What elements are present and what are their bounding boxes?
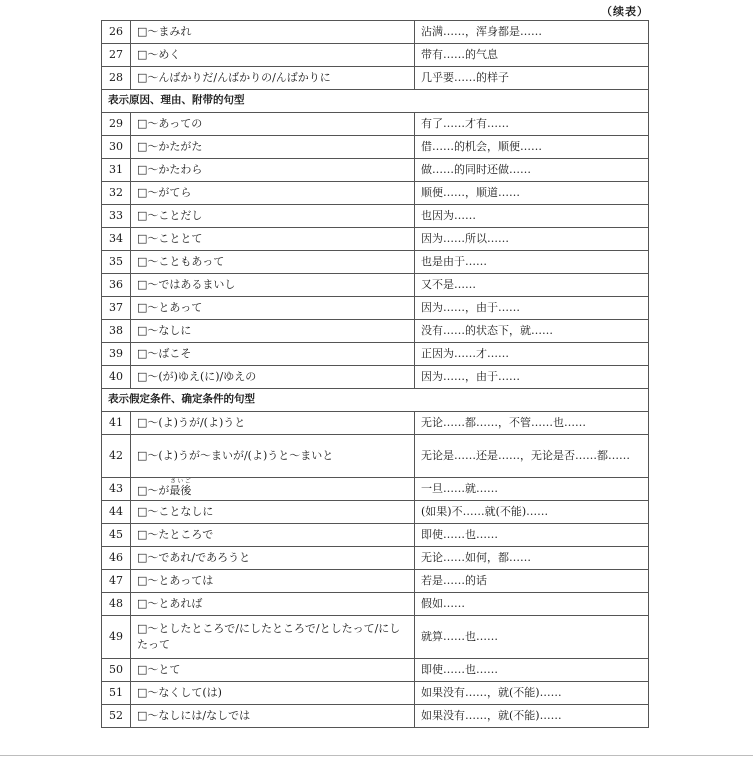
row-number: 27 [102,44,131,67]
row-number: 43 [102,478,131,501]
section-header-row [102,90,649,113]
chinese-meaning: 无论……如何，都…… [415,547,649,570]
table-row [102,205,649,228]
section-header-row [102,389,649,412]
table-body [102,21,649,728]
grammar-pattern: □～かたがた [131,136,415,159]
grammar-pattern: □～なしに [131,320,415,343]
grammar-pattern: □～なくして(は) [131,682,415,705]
chinese-meaning: (如果)不……就(不能)…… [415,501,649,524]
chinese-meaning: 因为……，由于…… [415,366,649,389]
table-row [102,570,649,593]
row-number: 50 [102,659,131,682]
grammar-pattern: □～あっての [131,113,415,136]
chinese-meaning: 因为……所以…… [415,228,649,251]
table-row [102,412,649,435]
row-number: 45 [102,524,131,547]
table-row [102,274,649,297]
table-row [102,159,649,182]
table-row [102,136,649,159]
grammar-pattern [131,478,415,501]
grammar-pattern: □～かたわら [131,159,415,182]
row-number: 26 [102,21,131,44]
chinese-meaning: 也因为…… [415,205,649,228]
chinese-meaning: 正因为……才…… [415,343,649,366]
chinese-meaning: 又不是…… [415,274,649,297]
row-number: 39 [102,343,131,366]
table-row [102,320,649,343]
row-number: 42 [102,435,131,478]
row-number: 34 [102,228,131,251]
table-row [102,21,649,44]
table-row [102,547,649,570]
row-number: 52 [102,705,131,728]
row-number: 32 [102,182,131,205]
chinese-meaning: 有了……才有…… [415,113,649,136]
grammar-pattern: □～としたところで/にしたところで/としたって/にしたって [131,616,415,659]
grammar-pattern: □～ばこそ [131,343,415,366]
chinese-meaning: 如果没有……，就(不能)…… [415,682,649,705]
grammar-pattern: □～ことなしに [131,501,415,524]
table-row [102,366,649,389]
grammar-pattern: □～とあっては [131,570,415,593]
table-row [102,616,649,659]
grammar-pattern: □～(よ)うが～まいが/(よ)うと～まいと [131,435,415,478]
table-row [102,593,649,616]
table-row [102,682,649,705]
row-number: 35 [102,251,131,274]
row-number: 44 [102,501,131,524]
furigana-reading: さいご [169,478,192,486]
chinese-meaning: 即使……也…… [415,524,649,547]
row-number: 29 [102,113,131,136]
grammar-pattern: □～こともあって [131,251,415,274]
grammar-pattern: □～まみれ [131,21,415,44]
chinese-meaning: 一旦……就…… [415,478,649,501]
row-number: 37 [102,297,131,320]
chinese-meaning: 带有……的气息 [415,44,649,67]
chinese-meaning: 做……的同时还做…… [415,159,649,182]
grammar-pattern: □～とて [131,659,415,682]
grammar-pattern: □～とあって [131,297,415,320]
grammar-pattern: □～めく [131,44,415,67]
chinese-meaning: 假如…… [415,593,649,616]
table-row [102,435,649,478]
table-row [102,524,649,547]
row-number: 30 [102,136,131,159]
section-title: 表示假定条件、确定条件的句型 [102,389,649,412]
kanji-text: 最後 [169,484,192,498]
chinese-meaning: 就算……也…… [415,616,649,659]
grammar-pattern: □～(が)ゆえ(に)/ゆえの [131,366,415,389]
chinese-meaning: 无论是……还是……，无论是否……都…… [415,435,649,478]
page-bottom-rule [0,755,753,756]
table-row [102,297,649,320]
table-row [102,659,649,682]
grammar-pattern: □～なしには/なしでは [131,705,415,728]
row-number: 47 [102,570,131,593]
row-number: 33 [102,205,131,228]
table-row [102,343,649,366]
chinese-meaning: 也是由于…… [415,251,649,274]
grammar-pattern: □～であれ/であろうと [131,547,415,570]
continued-label: （续表） [601,5,649,18]
grammar-pattern: □～ではあるまいし [131,274,415,297]
chinese-meaning: 无论……都……，不管……也…… [415,412,649,435]
pattern-prefix: □～が [137,484,170,498]
row-number: 48 [102,593,131,616]
table-row [102,44,649,67]
row-number: 28 [102,67,131,90]
chinese-meaning: 因为……，由于…… [415,297,649,320]
table-row [102,501,649,524]
row-number: 38 [102,320,131,343]
chinese-meaning: 借……的机会，顺便…… [415,136,649,159]
row-number: 51 [102,682,131,705]
grammar-pattern-table [101,20,649,728]
row-number: 46 [102,547,131,570]
section-title: 表示原因、理由、附带的句型 [102,90,649,113]
table-row [102,67,649,90]
grammar-pattern: □～たところで [131,524,415,547]
row-number: 40 [102,366,131,389]
row-number: 31 [102,159,131,182]
chinese-meaning: 即使……也…… [415,659,649,682]
grammar-pattern: □～こととて [131,228,415,251]
chinese-meaning: 如果没有……，就(不能)…… [415,705,649,728]
grammar-pattern: □～ことだし [131,205,415,228]
table-row [102,228,649,251]
table-row [102,478,649,501]
table-row [102,251,649,274]
grammar-pattern: □～(よ)うが/(よ)うと [131,412,415,435]
chinese-meaning: 没有……的状态下，就…… [415,320,649,343]
chinese-meaning: 几乎要……的样子 [415,67,649,90]
table-row [102,182,649,205]
chinese-meaning: 顺便……，顺道…… [415,182,649,205]
furigana-word [169,478,192,498]
row-number: 36 [102,274,131,297]
chinese-meaning: 沾满……，浑身都是…… [415,21,649,44]
table-row [102,113,649,136]
row-number: 49 [102,616,131,659]
row-number: 41 [102,412,131,435]
chinese-meaning: 若是……的话 [415,570,649,593]
table-row [102,705,649,728]
grammar-pattern: □～とあれば [131,593,415,616]
grammar-pattern: □～がてら [131,182,415,205]
grammar-pattern: □～んばかりだ/んばかりの/んばかりに [131,67,415,90]
